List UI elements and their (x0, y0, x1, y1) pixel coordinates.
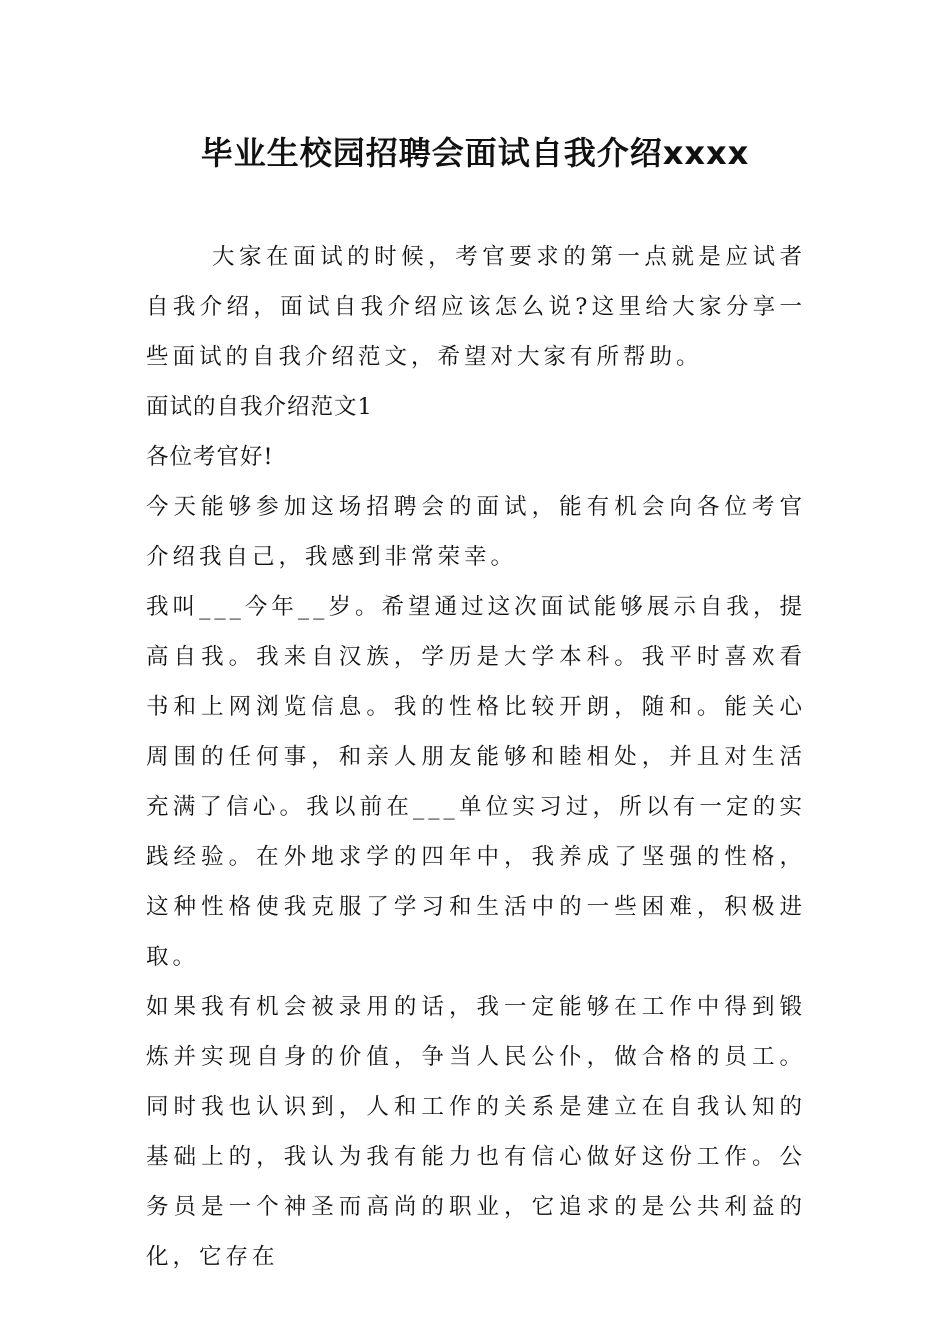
body-paragraph: 如果我有机会被录用的话，我一定能够在工作中得到锻炼并实现自身的价值，争当人民公仆，做合格的员工。同时我也认识到，人和工作的关系是建立在自我认知的基础上的，我认为我有能力也有信心做好这份工作。公务员是一个神圣而高尚的职业，它追求的是公共利益的化，它存在 (146, 994, 806, 1270)
greeting-line: 各位考官好! (146, 444, 274, 470)
body-paragraph: 我叫___今年__岁。希望通过这次面试能够展示自我，提高自我。我来自汉族，学历是大学本科。我平时喜欢看书和上网浏览信息。我的性格比较开朗，随和。能关心周围的任何事，和亲人朋友能够和睦相处，并且对生活充满了信心。我以前在___单位实习过，所以有一定的实践经验。在外地求学的四年中，我养成了坚强的性格，这种性格使我克服了学习和生活中的一些困难，积极进取。 (146, 594, 806, 970)
document-title: 毕业生校园招聘会面试自我介绍xxxx (200, 134, 750, 172)
body-paragraph: 今天能够参加这场招聘会的面试，能有机会向各位考官介绍我自己，我感到非常荣幸。 (146, 494, 806, 570)
intro-paragraph: 大家在面试的时候，考官要求的第一点就是应试者自我介绍，面试自我介绍应该怎么说?这里给大家分享一些面试的自我介绍范文，希望对大家有所帮助。 (146, 244, 806, 370)
sample-heading: 面试的自我介绍范文1 (146, 394, 373, 420)
document-body (146, 232, 806, 1282)
